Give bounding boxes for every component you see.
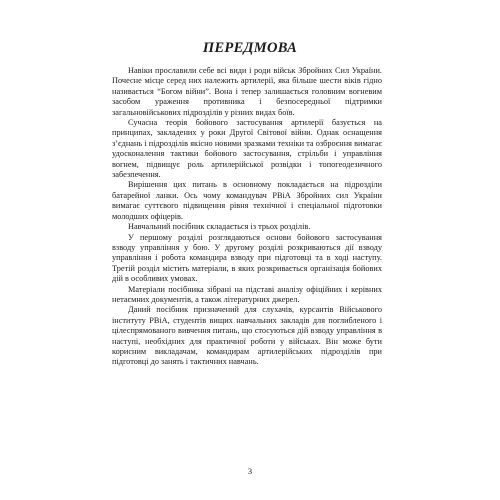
paragraph-2: Сучасна теорія бойового застосування артилерії базується на принципах, закладених у роки Другої Світової війни. Однак оснащення з’єднань і підрозділів якісно новими зразками техніки та озброєння вимагає удосконалення тактики бойового застосування, стрільби і управління вогнем, підвищує роль артилерійської розвідки і топогеодезичного забезпечення.: [112, 118, 382, 180]
paragraph-4: Навчальний посібник складається із трьох розділів.: [128, 222, 311, 232]
paragraph-6: Матеріали посібника зібрані на підставі аналізу офіційних і керівних нетаємних документів, а також літературних джерел.: [112, 284, 382, 304]
paragraph-7: Даний посібник призначений для слухачів, курсантів Військового інституту РВіА, студентів вищих навчальних закладів для поглибленого і цілеспрямованого вивчення питань, що стосуються дій взводу управління в наступі, необхідних для практичної роботи у військах. Він може бути корисним викладачам, командирам артилерійських підрозділів при підготовці до занять і тактичних навчань.: [112, 305, 382, 367]
page-title: ПЕРЕДМОВА: [202, 40, 298, 56]
body-text: [112, 66, 382, 368]
paragraph-1: Навіки прославили себе всі види і роди військ Збройних Сил України. Почесне місце серед них належить артилерії, яка більше шести віків гідно називається “Богом війни”. Вона і тепер залишається головним вогневим засобом ураження противника і безпосередньої підтримки загальновійськових підрозділів у різних видах боїв.: [112, 66, 382, 117]
paragraph-5: У першому розділі розглядаються основи бойового застосування взводу управління у бою. У другому розділі розкриваються дії взводу управління і робота командира взводу при підготовці та в ході наступу. Третій розділ містить матеріали, в яких розкривається організація бойових дій в особливих умовах.: [112, 232, 382, 284]
paragraph-3: Вирішення цих питань в основному покладається на підрозділи батарейної ланки. Ось чому командувач РВіА Збройних сил України вимагає суттєвого підвищення рівня технічної і спеціальної підготовки молодших офіцерів.: [112, 180, 382, 221]
page-number: 3: [247, 466, 253, 476]
